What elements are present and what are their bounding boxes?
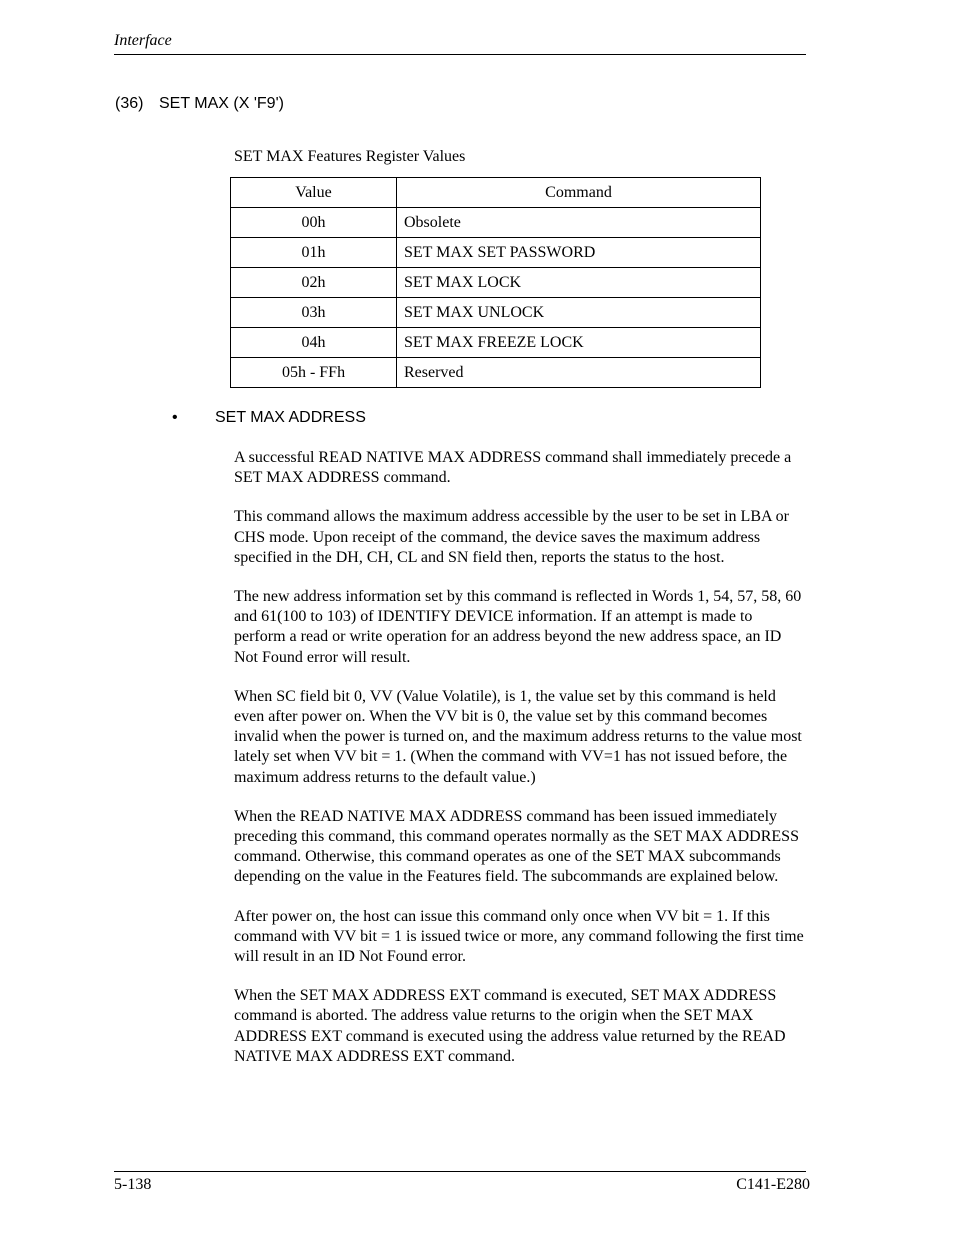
document-id: C141-E280 — [736, 1176, 810, 1193]
paragraph: When the READ NATIVE MAX ADDRESS command has been issued immediately preceding this command, this command operates normally as the SET MAX ADDRESS command. Otherwise, this command operates as one of the SET MAX subcommands depending on the value in the Features field. The subcommands are explained below. — [234, 807, 799, 886]
command-cell: SET MAX LOCK — [397, 268, 761, 298]
body-text — [234, 448, 806, 1086]
table-row — [231, 358, 761, 388]
value-cell: 04h — [231, 328, 397, 358]
table-row — [231, 238, 761, 268]
subsection-heading — [172, 409, 366, 427]
table-row — [231, 298, 761, 328]
table-row — [231, 208, 761, 238]
paragraph: When the SET MAX ADDRESS EXT command is executed, SET MAX ADDRESS command is aborted. The address value returns to the origin when the SET MAX ADDRESS EXT command is executed using the address value returned by the READ NATIVE MAX ADDRESS EXT command. — [234, 987, 786, 1065]
value-cell: 00h — [231, 208, 397, 238]
paragraph: The new address information set by this command is reflected in Words 1, 54, 57, 58, 60 and 61(100 to 103) of IDENTIFY DEVICE information. If an attempt is made to perform a read or write operation for an address beyond the new address space, an ID Not Found error will result. — [234, 588, 802, 666]
section-title: SET MAX (X 'F9') — [159, 95, 284, 112]
command-cell: SET MAX FREEZE LOCK — [397, 328, 761, 358]
paragraph: A successful READ NATIVE MAX ADDRESS command shall immediately precede a SET MAX ADDRESS command. — [234, 449, 792, 487]
command-cell: SET MAX UNLOCK — [397, 298, 761, 328]
table-row — [231, 328, 761, 358]
bullet-icon: • — [172, 409, 178, 426]
column-header-value: Value — [231, 178, 397, 208]
value-cell: 01h — [231, 238, 397, 268]
value-cell: 02h — [231, 268, 397, 298]
value-cell: 05h - FFh — [231, 358, 397, 388]
page-header: Interface — [114, 32, 172, 49]
column-header-command: Command — [397, 178, 761, 208]
features-register-table — [230, 177, 761, 388]
command-cell: Reserved — [397, 358, 761, 388]
command-cell: SET MAX SET PASSWORD — [397, 238, 761, 268]
command-cell: Obsolete — [397, 208, 761, 238]
paragraph: This command allows the maximum address accessible by the user to be set in LBA or CHS mode. Upon receipt of the command, the device saves the maximum address specified in the DH, CH, CL and SN field then, reports the status to the host. — [234, 508, 789, 566]
paragraph: When SC field bit 0, VV (Value Volatile), is 1, the value set by this command is held even after power on. When the VV bit is 0, the value set by this command becomes invalid when the power is turned on, and the maximum address returns to the value most lately set when VV bit = 1. (When the command with VV=1 has not issued before, the maximum address returns to the default value.) — [234, 687, 802, 786]
page-number: 5-138 — [114, 1176, 152, 1193]
table-caption: SET MAX Features Register Values — [234, 148, 466, 165]
subsection-title: SET MAX ADDRESS — [215, 409, 366, 426]
section-number: (36) — [115, 95, 144, 112]
paragraph: After power on, the host can issue this command only once when VV bit = 1. If this command with VV bit = 1 is issued twice or more, any command following the first time will result in an ID Not Found error. — [234, 907, 804, 966]
value-cell: 03h — [231, 298, 397, 328]
table-row — [231, 268, 761, 298]
footer-rule — [114, 1171, 806, 1172]
table-header-row — [231, 178, 761, 208]
header-rule — [114, 54, 806, 55]
section-heading — [115, 95, 284, 113]
